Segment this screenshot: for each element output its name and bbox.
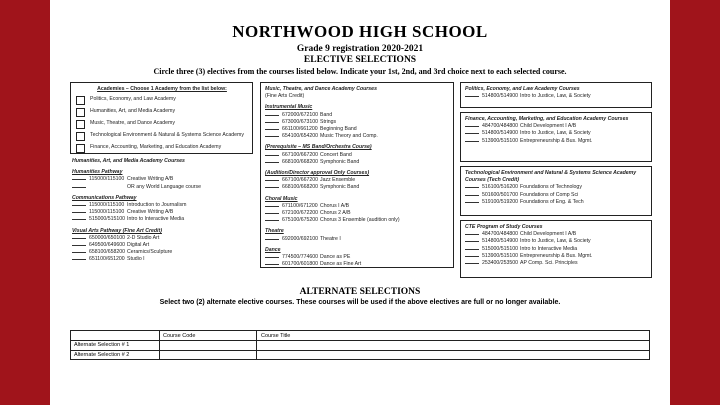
course-title: Ceramics/Sculpture (127, 249, 173, 256)
course-title: Intro to Justice, Law, & Society (520, 93, 591, 100)
course-row (465, 253, 649, 260)
course-code: 253400/253500 (482, 260, 519, 267)
course-title: Entrepreneurship & Bus. Mgmt. (520, 137, 593, 144)
course-code: 672000/672100 (282, 111, 319, 118)
course-code: 671100/671200 (282, 202, 318, 209)
choice-blank[interactable] (265, 213, 279, 214)
course-row (465, 260, 649, 267)
course-row (465, 231, 649, 238)
course-code: 115000/115100 (89, 176, 125, 183)
choice-blank[interactable] (265, 264, 279, 265)
course-row (72, 249, 254, 256)
finance-box (460, 112, 652, 162)
humanities-title: Humanities, Art, and Media Academy Courses (72, 158, 185, 164)
course-title: Chorus I A/B (320, 202, 350, 209)
section-title: ELECTIVE SELECTIONS (303, 55, 417, 65)
choice-blank[interactable] (465, 241, 479, 242)
pathway-heading: Dance (265, 246, 281, 253)
course-title: Foundations of Comp Sci (520, 191, 579, 198)
course-title: Beginning Band (320, 126, 357, 133)
choice-blank[interactable] (465, 256, 479, 257)
course-row (265, 159, 451, 166)
academies-box (70, 82, 253, 154)
alternates-col-title: Course Title (261, 333, 291, 339)
course-code: 675100/675200 (282, 217, 319, 224)
politics-title: Politics, Economy, and Law Academy Courses (465, 86, 580, 92)
choice-blank[interactable] (72, 238, 86, 239)
course-code: 513900/515100 (482, 137, 519, 144)
alternate-2-code-field[interactable] (161, 351, 254, 359)
course-row (465, 130, 649, 137)
tech-title: Technological Environment and Natural & Systems Science Academy Courses (Tech Credit) (465, 170, 637, 184)
choice-blank[interactable] (465, 202, 479, 203)
checkbox-icon[interactable] (76, 120, 85, 129)
course-code: 650000/650100 (89, 234, 126, 241)
course-code: 654100/654200 (282, 133, 319, 140)
choice-blank[interactable] (465, 141, 479, 142)
music-title: Music, Theatre, and Dance Academy Courses (265, 86, 377, 92)
course-code: 667100/667200 (282, 177, 319, 184)
pathway-heading: Choral Music (265, 195, 298, 202)
choice-blank[interactable] (265, 206, 279, 207)
course-row (72, 209, 254, 216)
course-title: Chorus 3 Ensemble (audition only) (320, 217, 400, 224)
course-row (265, 203, 451, 210)
choice-blank[interactable] (72, 205, 86, 206)
tech-box (460, 166, 652, 216)
academy-option[interactable] (76, 108, 248, 117)
checkbox-icon[interactable] (76, 132, 85, 141)
choice-blank[interactable] (265, 155, 279, 156)
course-code: 668100/668200 (282, 184, 319, 191)
course-title: Creative Writing A/B (127, 176, 174, 183)
academy-label: Technological Environment & Natural & Systems Science Academy (90, 132, 244, 139)
course-code: 673000/673100 (282, 118, 319, 125)
course-row (265, 236, 451, 243)
course-title: Band (320, 111, 333, 118)
course-row (265, 210, 451, 217)
choice-blank[interactable] (265, 257, 279, 258)
course-title: Intro to Justice, Law, & Society (520, 238, 591, 245)
academy-option[interactable] (76, 96, 248, 105)
registration-form-page (50, 0, 670, 405)
course-title: Studio I (127, 256, 145, 263)
choice-blank[interactable] (465, 234, 479, 235)
course-title: Jazz Ensemble (320, 177, 356, 184)
academy-label: Music, Theatre, and Dance Academy (90, 120, 175, 127)
course-row (72, 235, 254, 242)
choice-blank[interactable] (465, 133, 479, 134)
choice-blank[interactable] (265, 180, 279, 181)
course-row (265, 133, 451, 140)
course-row (265, 261, 451, 268)
course-code: 667100/667200 (282, 151, 319, 158)
choice-blank[interactable] (465, 249, 479, 250)
course-code: 661100/661200 (282, 126, 318, 133)
course-title: Symphonic Band (320, 184, 360, 191)
course-row (265, 217, 451, 224)
course-title: Foundations of Eng. & Tech (520, 198, 584, 205)
course-row (265, 112, 451, 119)
course-code: 484700/484800 (482, 123, 519, 130)
choice-blank[interactable] (72, 259, 86, 260)
course-code: 514800/514900 (482, 93, 519, 100)
course-code: 515000/515100 (482, 245, 519, 252)
course-row (465, 184, 649, 191)
academies-heading: Academies – Choose 1 Academy from the list below: (97, 86, 227, 92)
course-row (465, 238, 649, 245)
choice-blank[interactable] (465, 263, 479, 264)
politics-box (460, 82, 652, 108)
course-row (72, 242, 254, 249)
course-code: 115000/115100 (89, 209, 125, 216)
course-row (72, 216, 254, 223)
checkbox-icon[interactable] (76, 96, 85, 105)
course-row (265, 254, 451, 261)
pathway-heading: Instrumental Music (265, 104, 313, 111)
course-code: 115000/115100 (89, 202, 125, 209)
course-title: Child Development I A/B (520, 123, 577, 130)
checkbox-icon[interactable] (76, 108, 85, 117)
alternates-col-code: Course Code (163, 333, 196, 339)
music-box (260, 82, 454, 268)
course-row (465, 246, 649, 253)
alternates-instructions: Select two (2) alternate elective courses. These courses will be used if the above electives are full or no longer available. (159, 299, 561, 306)
course-code: 516100/516200 (482, 184, 519, 191)
course-row (465, 192, 649, 199)
course-row (265, 119, 451, 126)
choice-blank[interactable] (465, 195, 479, 196)
choice-blank[interactable] (72, 245, 86, 246)
choice-blank[interactable] (465, 187, 479, 188)
course-row (265, 184, 451, 191)
academy-option[interactable] (76, 132, 248, 141)
alternate-2-title-field[interactable] (258, 351, 648, 359)
course-code: 774500/774600 (282, 254, 319, 261)
course-title: Chorus 2 A/B (320, 210, 351, 217)
course-title: Music Theory and Comp. (320, 133, 378, 140)
academy-option[interactable] (76, 120, 248, 129)
alternate-selection-2-label: Alternate Selection # 2 (74, 352, 130, 358)
alternates-table (70, 330, 650, 360)
choice-blank[interactable] (72, 219, 86, 220)
course-row (265, 152, 451, 159)
course-code: 692000/692100 (282, 235, 319, 242)
choice-blank[interactable] (72, 212, 86, 213)
course-code: 513900/515100 (482, 252, 519, 259)
choice-blank[interactable] (465, 96, 479, 97)
course-title: AP Comp. Sci. Principles (520, 260, 578, 267)
course-title: Creative Writing A/B (127, 209, 174, 216)
pathway-heading: Visual Arts Pathway (Fine Art Credit) (72, 227, 162, 234)
course-code: 501600/501700 (482, 191, 519, 198)
alternate-1-title-field[interactable] (258, 341, 648, 349)
alternates-title: ALTERNATE SELECTIONS (299, 287, 421, 297)
pathway-heading: Humanities Pathway (72, 169, 123, 176)
course-code: 514800/514900 (482, 238, 519, 245)
checkbox-icon[interactable] (76, 144, 85, 153)
course-title: 2-D Studio Art (127, 234, 160, 241)
course-row (72, 256, 254, 263)
course-code: 519100/519200 (482, 198, 519, 205)
finance-title: Finance, Accounting, Marketing, and Education Academy Courses (465, 116, 629, 122)
course-title: Entrepreneurship & Bus. Mgmt. (520, 252, 593, 259)
choice-blank[interactable] (265, 129, 279, 130)
course-row (465, 123, 649, 130)
course-row (265, 177, 451, 184)
course-row (72, 184, 254, 191)
course-code: 515000/515100 (89, 216, 126, 223)
course-code: 601700/601800 (282, 261, 319, 268)
academy-label: Finance, Accounting, Marketing, and Education Academy (90, 144, 222, 151)
pathway-heading: (Prerequisite – MS Band/Orchestra Course) (265, 144, 372, 151)
course-row (465, 199, 649, 206)
course-title: Dance as Fine Art (320, 261, 362, 268)
cte-title: CTE Program of Study Courses (465, 224, 543, 230)
humanities-section (72, 158, 254, 264)
course-title: OR any World Language course (127, 183, 202, 190)
music-credit: (Fine Arts Credit) (265, 93, 305, 100)
academy-label: Humanities, Art, and Media Academy (90, 108, 176, 115)
course-code: 649500/649600 (89, 242, 126, 249)
alternate-selection-1-label: Alternate Selection # 1 (74, 342, 130, 348)
course-title: Intro to Interactive Media (520, 245, 578, 252)
course-title: Child Development I A/B (520, 231, 577, 238)
course-row (72, 202, 254, 209)
course-row (465, 138, 649, 145)
choice-blank[interactable] (72, 252, 86, 253)
course-title: Strings (320, 118, 337, 125)
course-title: Theatre I (320, 235, 341, 242)
grade-registration: Grade 9 registration 2020-2021 (296, 44, 424, 54)
choice-blank[interactable] (265, 239, 279, 240)
pathway-heading: Theatre (265, 228, 284, 235)
school-title: NORTHWOOD HIGH SCHOOL (232, 22, 488, 41)
choice-blank[interactable] (265, 115, 279, 116)
course-title: Symphonic Band (320, 158, 360, 165)
course-row (265, 126, 451, 133)
course-title: Foundations of Technology (520, 184, 582, 191)
course-code: 651100/651200 (89, 256, 125, 263)
elective-instructions: Circle three (3) electives from the courses listed below. Indicate your 1st, 2nd, and 3rd choice next to each selected course. (153, 67, 567, 76)
course-code: 658100/658200 (89, 249, 126, 256)
course-title: Digital Art (127, 242, 150, 249)
alternate-1-code-field[interactable] (161, 341, 254, 349)
course-title: Dance as PE (320, 254, 351, 261)
pathway-heading: Communications Pathway (72, 194, 137, 201)
pathway-heading: (Audition/Director approval Only Courses) (265, 170, 370, 177)
choice-blank[interactable] (72, 187, 86, 188)
course-code: 672100/672200 (282, 210, 319, 217)
course-title: Concert Band (320, 151, 352, 158)
cte-box (460, 220, 652, 278)
course-row (72, 176, 254, 183)
course-code: 514800/514900 (482, 130, 519, 137)
choice-blank[interactable] (265, 136, 279, 137)
course-title: Intro to Justice, Law, & Society (520, 130, 591, 137)
academy-label: Politics, Economy, and Law Academy (90, 96, 176, 103)
choice-blank[interactable] (265, 122, 279, 123)
course-title: Introduction to Journalism (127, 202, 187, 209)
choice-blank[interactable] (265, 162, 279, 163)
choice-blank[interactable] (465, 126, 479, 127)
academy-option[interactable] (76, 144, 248, 153)
course-row (465, 93, 649, 100)
choice-blank[interactable] (265, 187, 279, 188)
course-code: 484700/484800 (482, 231, 519, 238)
choice-blank[interactable] (72, 179, 86, 180)
choice-blank[interactable] (265, 220, 279, 221)
course-code: 668100/668200 (282, 158, 319, 165)
course-title: Intro to Interactive Media (127, 216, 185, 223)
